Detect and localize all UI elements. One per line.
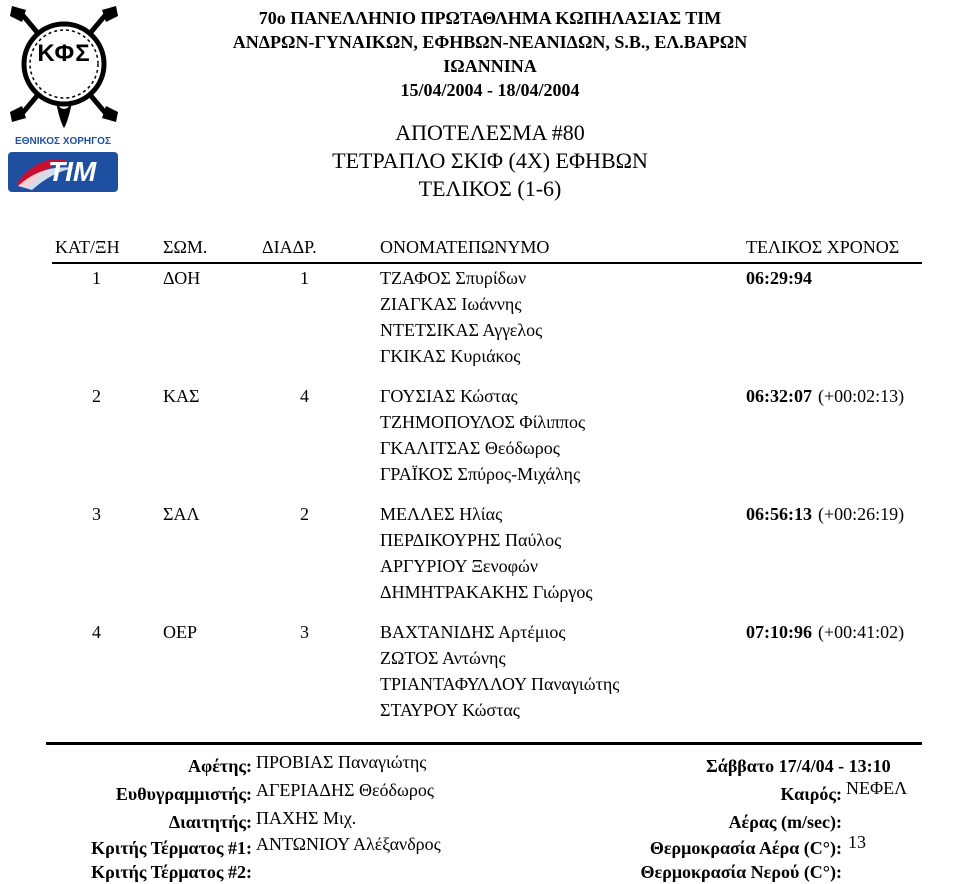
row-3-club: ΣΑΛ [163, 504, 200, 524]
row-2-result [746, 386, 904, 407]
row-2-crew-2: ΤΖΗΜΟΠΟΥΛΟΣ Φίλιππος [380, 412, 586, 432]
championship-title: 70ο ΠΑΝΕΛΛΗΝΙΟ ΠΡΩΤΑΘΛΗΜΑ ΚΩΠΗΛΑΣΙΑΣ ΤΙΜ [258, 8, 722, 28]
column-header-club: ΣΩΜ. [163, 237, 208, 257]
starter-value: ΠΡΟΒΙΑΣ Παναγιώτης [256, 752, 427, 772]
row-2-time: 06:32:07 [746, 386, 812, 406]
air-temp-value: 13 [848, 832, 866, 852]
row-4-lane: 3 [300, 622, 309, 642]
row-4-club: ΟΕΡ [163, 622, 198, 642]
umpire-value: ΠΑΧΗΣ Μιχ. [256, 808, 357, 828]
row-1-crew-1: ΤΖΑΦΟΣ Σπυρίδων [380, 268, 527, 288]
row-2-crew-3: ΓΚΑΛΙΤΣΑΣ Θεόδωρος [380, 438, 560, 458]
row-4-crew-3: ΤΡΙΑΝΤΑΦΥΛΛΟΥ Παναγιώτης [380, 674, 620, 694]
row-1-time: 06:29:94 [746, 268, 812, 288]
wind-label: Αέρας (m/sec): [728, 812, 842, 832]
judge1-value: ΑΝΤΩΝΙΟΥ Αλέξανδρος [256, 834, 441, 854]
row-4-time: 07:10:96 [746, 622, 812, 642]
column-header-lane: ΔΙΑΔΡ. [262, 237, 317, 257]
aligner-value: ΑΓΕΡΙΑΔΗΣ Θεόδωρος [256, 780, 434, 800]
row-3-crew-4: ΔΗΜΗΤΡΑΚΑΚΗΣ Γιώργος [380, 582, 593, 602]
row-2-diff: (+00:02:13) [818, 386, 905, 406]
round-name: ΤΕΛΙΚΟΣ (1-6) [418, 176, 562, 201]
row-2-club: ΚΑΣ [163, 386, 200, 406]
race-date: Σάββατο 17/4/04 - 13:10 [706, 756, 891, 776]
column-header-time: ΤΕΛΙΚΟΣ ΧΡΟΝΟΣ [746, 237, 900, 257]
starter-label: Αφέτης: [187, 756, 252, 776]
row-3-crew-1: ΜΕΛΛΕΣ Ηλίας [380, 504, 503, 524]
row-1-crew-4: ΓΚΙΚΑΣ Κυριάκος [380, 346, 521, 366]
row-1-crew-3: ΝΤΕΤΣΙΚΑΣ Αγγελος [380, 320, 543, 340]
row-1-crew-2: ΖΙΑΓΚΑΣ Ιωάννης [380, 294, 522, 314]
row-1-result [746, 268, 812, 289]
header-divider [52, 262, 922, 264]
row-4-crew-1: ΒΑΧΤΑΝΙΔΗΣ Αρτέμιος [380, 622, 566, 642]
row-1-rank: 1 [92, 268, 101, 288]
row-3-diff: (+00:26:19) [818, 504, 905, 524]
row-1-club: ΔΟΗ [163, 268, 201, 288]
footer-divider [46, 742, 922, 745]
column-header-name: ΟΝΟΜΑΤΕΠΩΝΥΜΟ [380, 237, 550, 257]
row-1-lane: 1 [300, 268, 309, 288]
championship-categories: ΑΝΔΡΩΝ-ΓΥΝΑΙΚΩΝ, ΕΦΗΒΩΝ-ΝΕΑΝΙΔΩΝ, S.B., ΕΛ.ΒΑΡΩΝ [232, 32, 748, 52]
air-temp-label: Θερμοκρασία Αέρα (C°): [649, 838, 842, 858]
row-2-rank: 2 [92, 386, 101, 406]
sponsor-name: TIM [48, 156, 97, 187]
row-3-result [746, 504, 904, 525]
championship-dates: 15/04/2004 - 18/04/2004 [400, 80, 580, 100]
column-header-rank: ΚΑΤ/ΞΗ [55, 237, 120, 257]
row-4-crew-4: ΣΤΑΥΡΟΥ Κώστας [380, 700, 520, 720]
umpire-label: Διαιτητής: [168, 812, 252, 832]
weather-label: Καιρός: [780, 784, 842, 804]
row-3-crew-3: ΑΡΓΥΡΙΟΥ Ξενοφών [380, 556, 539, 576]
judge2-label: Κριτής Τέρματος #2: [91, 862, 252, 882]
sponsor-caption: ΕΘΝΙΚΟΣ ΧΟΡΗΓΟΣ [15, 136, 111, 147]
judge1-label: Κριτής Τέρματος #1: [91, 838, 252, 858]
weather-value: ΝΕΦΕΛ [846, 778, 908, 798]
row-3-lane: 2 [300, 504, 309, 524]
row-2-crew-1: ΓΟΥΣΙΑΣ Κώστας [380, 386, 518, 406]
row-3-time: 06:56:13 [746, 504, 812, 524]
row-4-rank: 4 [92, 622, 101, 642]
row-4-crew-2: ΖΩΤΟΣ Αντώνης [380, 648, 506, 668]
logo-letters: ΚΦΣ [37, 40, 91, 67]
water-temp-label: Θερμοκρασία Νερού (C°): [640, 862, 842, 882]
row-3-rank: 3 [92, 504, 101, 524]
championship-venue: ΙΩΑΝΝΙΝΑ [443, 56, 537, 76]
row-4-diff: (+00:41:02) [818, 622, 905, 642]
row-2-lane: 4 [300, 386, 309, 406]
row-4-result [746, 622, 904, 643]
aligner-label: Ευθυγραμμιστής: [115, 784, 252, 804]
result-title: ΑΠΟΤΕΛΕΣΜΑ #80 [395, 120, 585, 145]
event-name: ΤΕΤΡΑΠΛΟ ΣΚΙΦ (4Χ) ΕΦΗΒΩΝ [332, 148, 648, 173]
row-2-crew-4: ΓΡΑΪΚΟΣ Σπύρος-Μιχάλης [380, 464, 581, 484]
row-3-crew-2: ΠΕΡΔΙΚΟΥΡΗΣ Παύλος [380, 530, 562, 550]
